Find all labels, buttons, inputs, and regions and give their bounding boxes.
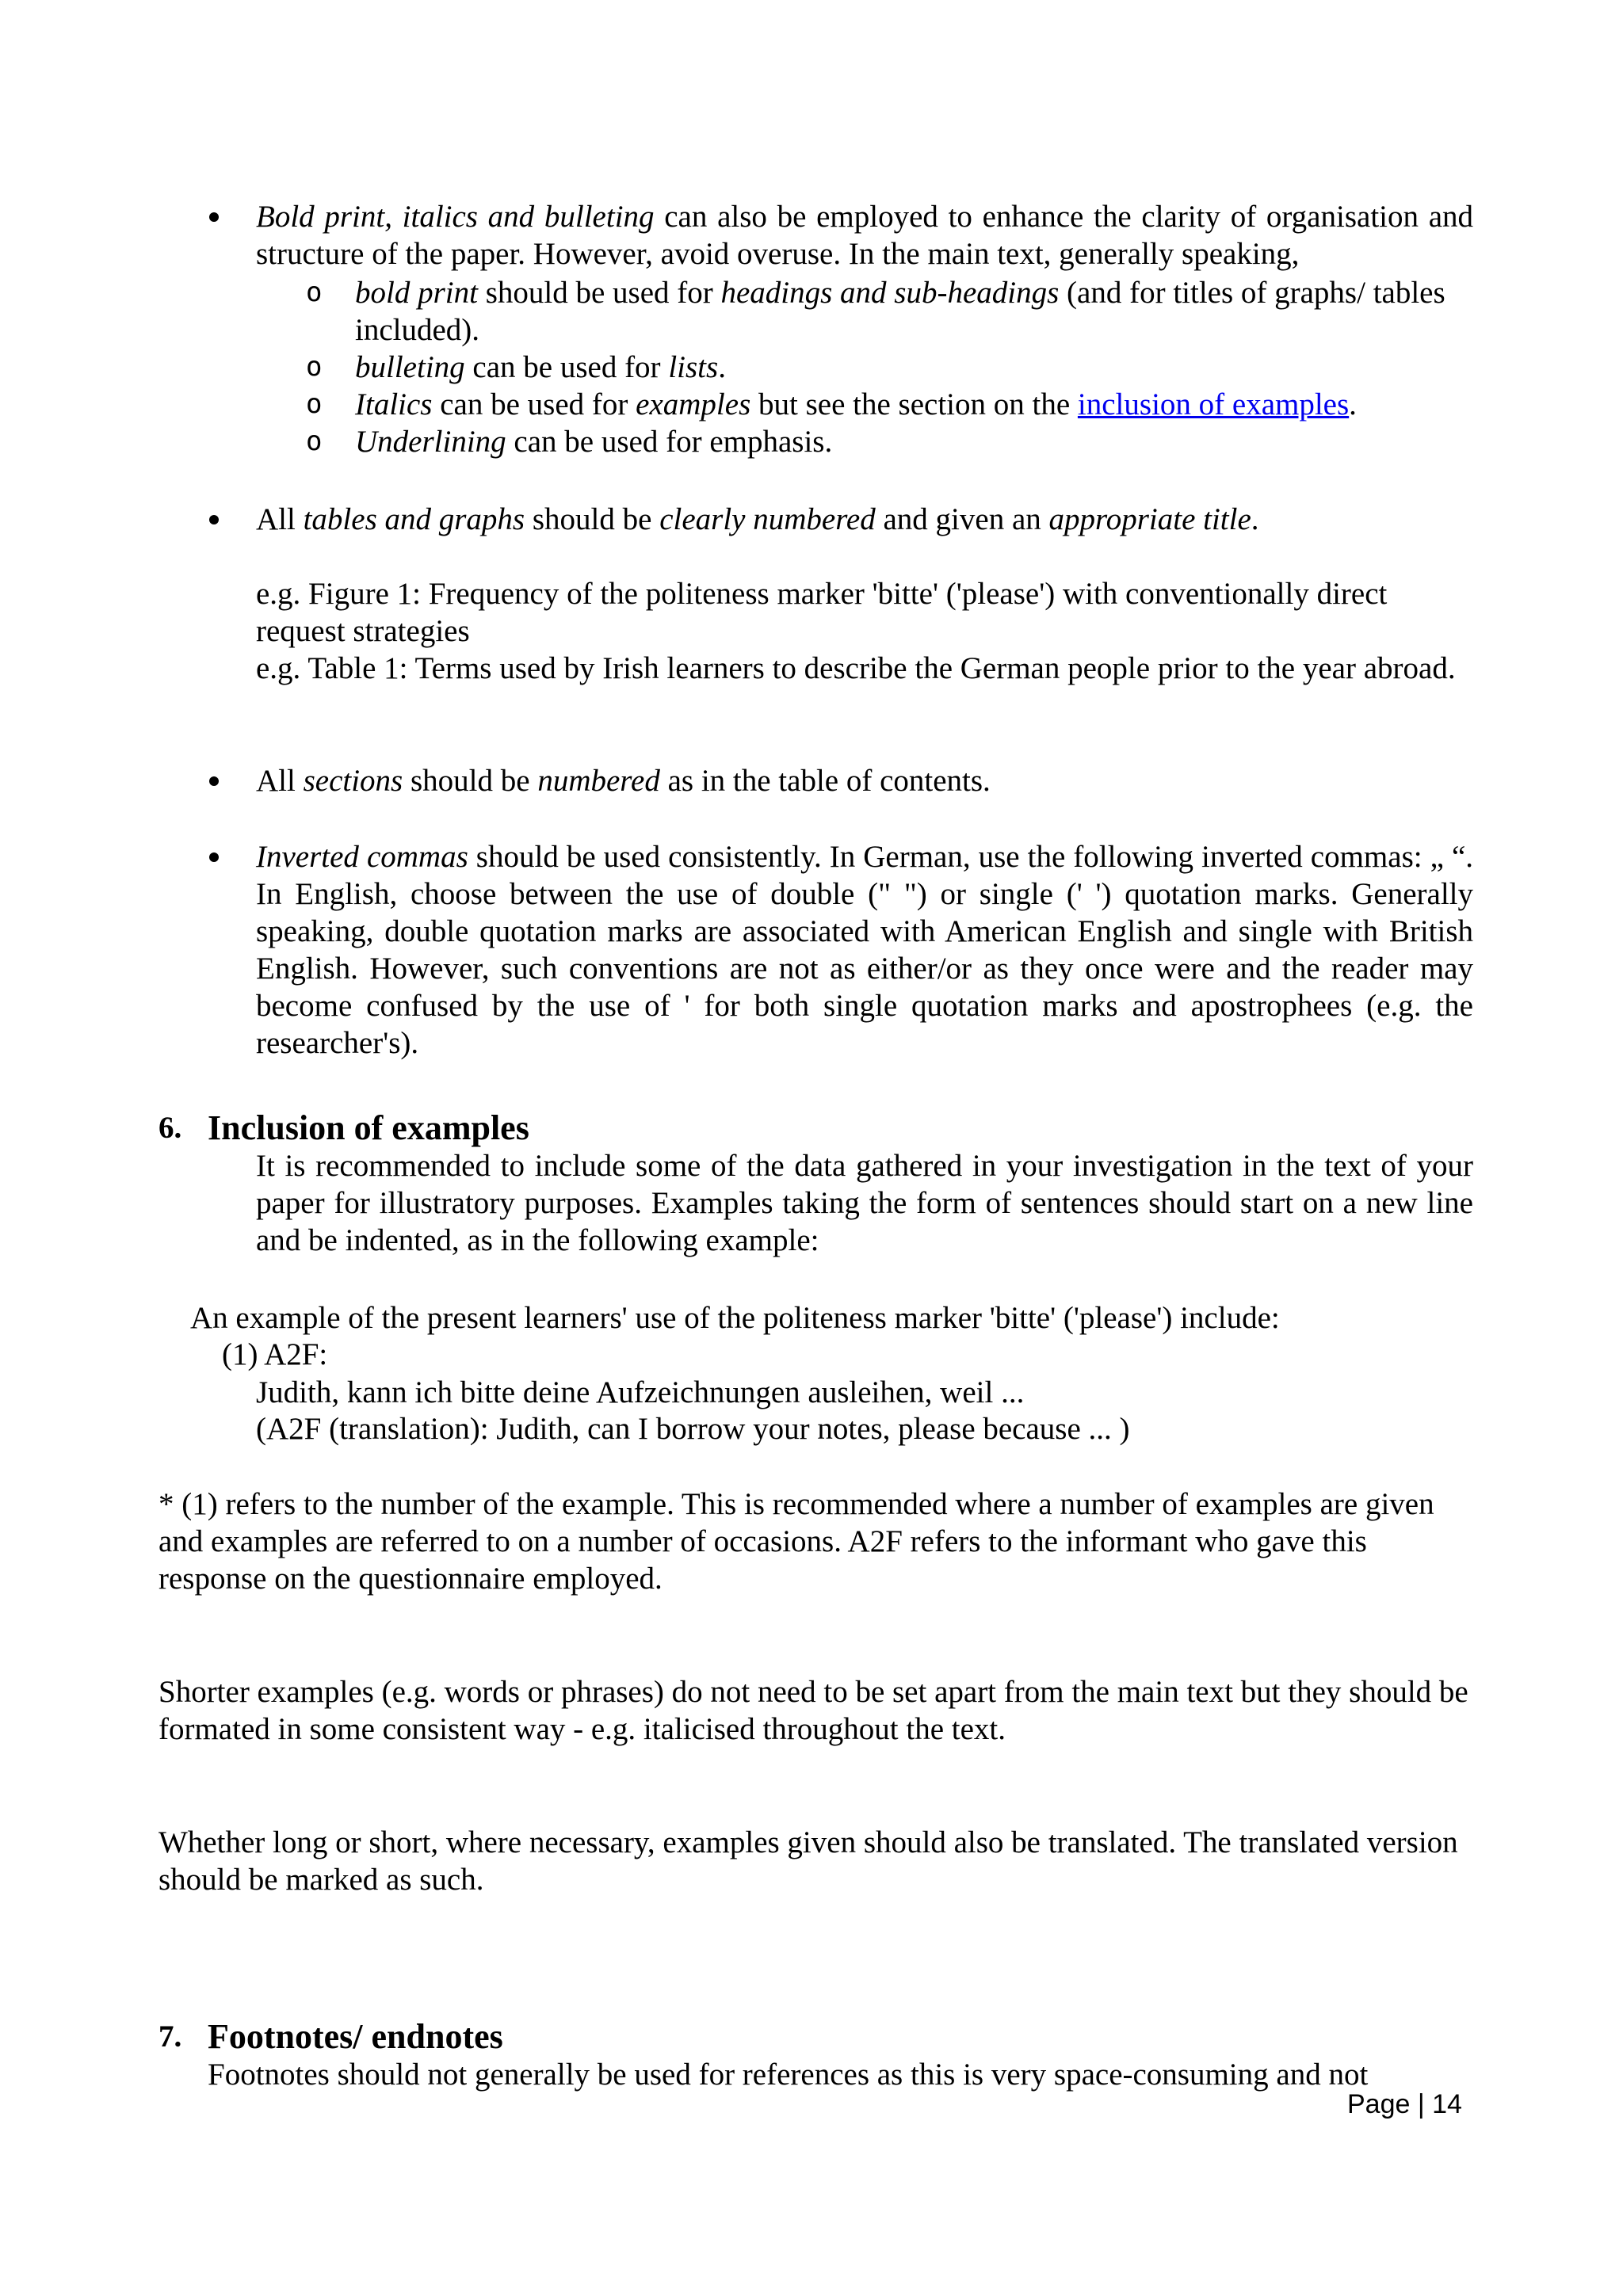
section-7-number: 7. bbox=[158, 2019, 182, 2054]
sub-bullet-marker: o bbox=[306, 425, 323, 457]
bullet-marker bbox=[206, 198, 222, 235]
translation-paragraph: Whether long or short, where necessary, examples given should also be translated. The translated version should be marked as such. bbox=[158, 1825, 1458, 1897]
example-lead-text: An example of the present learners' use of the politeness marker 'bitte' ('please') include: bbox=[190, 1301, 1280, 1335]
section-6-number: 6. bbox=[158, 1111, 182, 1145]
section-7-heading: Footnotes/ endnotes bbox=[208, 2017, 503, 2056]
page-number: Page | 14 bbox=[1347, 2089, 1462, 2119]
sub-item-bold-print: bold print should be used for headings and sub-headings (and for titles of graphs/ tables included). bbox=[355, 276, 1445, 347]
example-sentence: Judith, kann ich bitte deine Aufzeichnungen ausleihen, weil ... bbox=[256, 1375, 1025, 1409]
italic-text: Bold print, italics and bulleting bbox=[256, 200, 655, 234]
sub-item-bulleting: bulleting can be used for lists. bbox=[355, 350, 726, 384]
example-figure-caption: e.g. Figure 1: Frequency of the politeness marker 'bitte' ('please') with conventionally direct request strategies bbox=[256, 577, 1388, 648]
example-table-caption: e.g. Table 1: Terms used by Irish learners to describe the German people prior to the year abroad. bbox=[256, 651, 1456, 685]
bullet-formatting-text: Bold print, italics and bulleting can also be employed to enhance the clarity of organisation and structure of the paper. However, avoid overuse. In the main text, generally speaking, bbox=[256, 200, 1473, 271]
sub-item-underlining: Underlining can be used for emphasis. bbox=[355, 425, 833, 459]
bullet-tables-graphs: All tables and graphs should be clearly numbered and given an appropriate title. bbox=[256, 502, 1259, 536]
inclusion-of-examples-link[interactable]: inclusion of examples bbox=[1077, 387, 1350, 421]
bullet-marker bbox=[206, 838, 222, 875]
bullet-inverted-commas: Inverted commas should be used consistently. In German, use the following inverted commas: „ “. In English, choose between the use of double (" ") or single (' ') quotation marks. Generally speaking, double quotation marks are associated with American English and single with British English. However, such conventions are not as either/or as they once were and the reader may become confused by the use of ' for both single quotation marks and apostrophees (e.g. the researcher's). bbox=[256, 840, 1474, 1060]
bullet-marker bbox=[206, 501, 222, 538]
sub-bullet-marker: o bbox=[306, 388, 323, 420]
example-translation: (A2F (translation): Judith, can I borrow your notes, please because ... ) bbox=[256, 1412, 1130, 1446]
shorter-examples-paragraph: Shorter examples (e.g. words or phrases) do not need to be set apart from the main text but they should be formated in some consistent way - e.g. italicised throughout the text. bbox=[158, 1675, 1468, 1746]
bullet-marker bbox=[206, 762, 222, 799]
bullet-sections: All sections should be numbered as in the table of contents. bbox=[256, 764, 991, 798]
example-label: (1) A2F: bbox=[222, 1337, 328, 1371]
sub-item-italics: Italics can be used for examples but see the section on the inclusion of examples. bbox=[355, 387, 1357, 421]
section-6-intro: It is recommended to include some of the data gathered in your investigation in the text of your paper for illustratory purposes. Examples taking the form of sentences should start on a new line and be indented, as in the following example: bbox=[256, 1149, 1473, 1257]
example-footnote: * (1) refers to the number of the example. This is recommended where a number of examples are given and examples are referred to on a number of occasions. A2F refers to the informant who gave this response on the questionnaire employed. bbox=[158, 1487, 1434, 1596]
section-7-text: Footnotes should not generally be used for references as this is very space-consuming and not bbox=[208, 2058, 1369, 2092]
sub-bullet-marker: o bbox=[306, 351, 323, 383]
section-6-heading: Inclusion of examples bbox=[208, 1108, 529, 1147]
sub-bullet-marker: o bbox=[306, 277, 323, 308]
